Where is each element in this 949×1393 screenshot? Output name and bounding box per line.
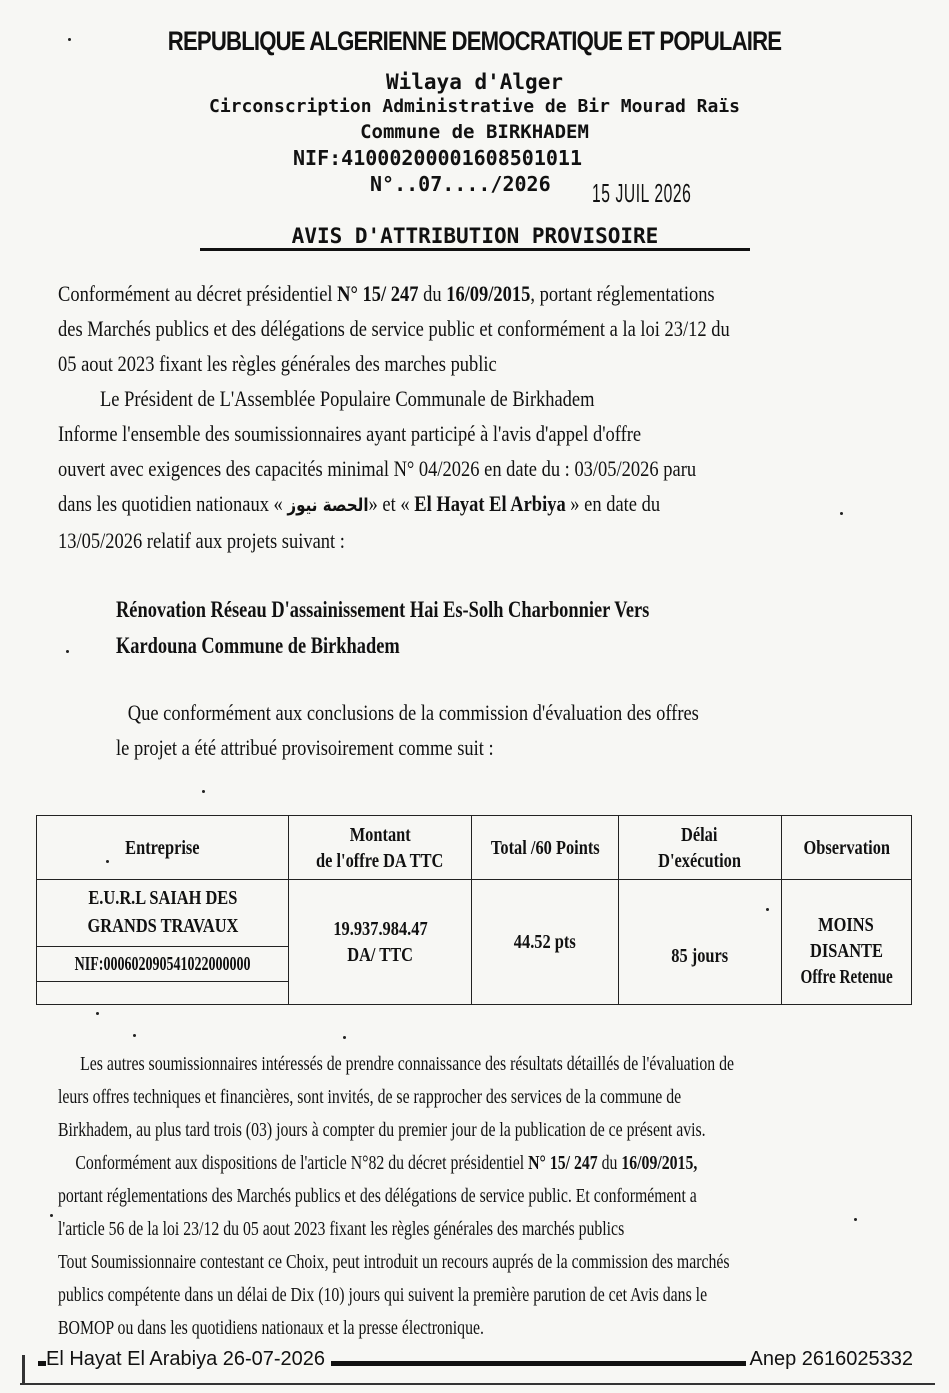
header-total: Total /60 Points xyxy=(472,816,618,880)
intro-line-4: Le Président de L'Assemblée Populaire Communale de Birkhadem xyxy=(100,386,595,411)
cell-entreprise xyxy=(37,880,289,1005)
cell-total: 44.52 pts xyxy=(472,880,618,1005)
decree-number-2: N° 15/ 247 xyxy=(528,1152,598,1174)
header-observation: Observation xyxy=(781,816,911,880)
scan-speck xyxy=(202,790,205,793)
publication-footer xyxy=(38,1348,913,1372)
republic-heading: REPUBLIQUE ALGERIENNE DEMOCRATIQUE ET POPULAIRE xyxy=(167,26,782,56)
intro-line-5: Informe l'ensemble des soumissionnaires ayant participé à l'avis d'appel d'offre xyxy=(58,421,642,446)
publication-source: El Hayat El Arabiya 26-07-2026 xyxy=(46,1348,331,1371)
closing-text: Conformément aux dispositions de l'article N°82 du décret présidentiel xyxy=(75,1152,529,1174)
header-entreprise: Entreprise xyxy=(37,816,289,880)
attribution-line-1: Que conformément aux conclusions de la commission d'évaluation des offres xyxy=(127,700,699,725)
closing-line-4 xyxy=(58,1147,734,1180)
scan-speck xyxy=(840,512,843,515)
intro-line-2: des Marchés publics et des délégations de service public et conformément a la loi 23/12 du xyxy=(58,316,730,341)
scan-speck xyxy=(66,650,69,653)
table-row xyxy=(37,880,912,1005)
table-header-row xyxy=(37,816,912,880)
intro-paragraph xyxy=(58,276,730,558)
closing-line-8: publics compétente dans un délai de Dix (10) jours qui suivent la première parution de cet Avis dans le xyxy=(58,1284,708,1306)
scan-speck xyxy=(766,908,769,911)
header-montant: Montant de l'offre DA TTC xyxy=(289,816,472,880)
closing-line-2: leurs offres techniques et financières, sont invités, de se rapprocher des services de la commune de xyxy=(58,1086,682,1108)
newspaper-name: El Hayat El Arbiya xyxy=(414,491,571,516)
company-name-line-1: E.U.R.L SAIAH DES xyxy=(88,887,238,909)
commune-line: Commune de BIRKHADEM xyxy=(360,121,589,143)
header-delai: Délai D'exécution xyxy=(618,816,781,880)
document-number: N°..07..../2026 xyxy=(370,172,551,196)
circonscription-line: Circonscription Administrative de Bir Mourad Raïs xyxy=(208,96,740,117)
project-line-1: Rénovation Réseau D'assainissement Hai Es-Solh Charbonnier Vers xyxy=(116,597,650,622)
closing-line-3: Birkhadem, au plus tard trois (03) jours à compter du premier jour de la publication de ce présent avis. xyxy=(58,1119,706,1141)
company-nif: NIF:000602090541022000000 xyxy=(74,953,251,975)
intro-line-1 xyxy=(58,276,730,311)
intro-text: du xyxy=(418,281,447,306)
closing-line-5: portant réglementations des Marchés publics et des délégations de service public. Et conformément a xyxy=(58,1185,697,1207)
scan-speck xyxy=(96,1012,99,1015)
scan-speck xyxy=(106,860,109,863)
intro-text: , portant réglementations xyxy=(530,281,715,306)
intro-line-6: ouvert avec exigences des capacités minimal N° 04/2026 en date du : 03/05/2026 paru xyxy=(58,456,697,481)
bottom-border xyxy=(20,1383,935,1385)
attribution-line-2: le projet a été attribué provisoirement comme suit : xyxy=(116,735,494,760)
intro-line-3: 05 aout 2023 fixant les règles générales des marches public xyxy=(58,351,497,376)
company-name-line-2: GRANDS TRAVAUX xyxy=(87,915,238,937)
closing-line-6: l'article 56 de la loi 23/12 du 05 aout 2023 fixant les règles générales des marchés publics xyxy=(58,1218,625,1240)
closing-line-9: BOMOP ou dans les quotidiens nationaux et la presse électronique. xyxy=(58,1317,484,1339)
decree-date-2: 16/09/2015, xyxy=(621,1152,698,1174)
project-title xyxy=(116,592,649,664)
scan-speck xyxy=(68,38,71,41)
closing-line-7: Tout Soumissionnaire contestant ce Choix, peut introduit un recours auprés de la commission des marchés xyxy=(58,1251,730,1273)
intro-text: Conformément au décret présidentiel xyxy=(58,281,338,306)
arabic-newspaper-name: الحصة نيوز xyxy=(287,495,369,516)
intro-text: » et « xyxy=(368,491,415,516)
decree-number: N° 15/ 247 xyxy=(337,281,419,306)
closing-paragraph xyxy=(58,1048,734,1345)
cell-observation: MOINS DISANTE Offre Retenue xyxy=(781,880,911,1005)
intro-line-8: 13/05/2026 relatif aux projets suivant : xyxy=(58,528,345,553)
intro-line-7 xyxy=(58,486,730,523)
document-title: AVIS D'ATTRIBUTION PROVISOIRE xyxy=(200,224,750,251)
closing-line-1: Les autres soumissionnaires intéressés de prendre connaissance des résultats détaillés de l'évaluation de xyxy=(80,1053,735,1075)
decree-date: 16/09/2015 xyxy=(446,281,531,306)
scan-speck xyxy=(854,1218,857,1221)
wilaya-line: Wilaya d'Alger xyxy=(385,70,563,94)
scan-speck xyxy=(343,1036,346,1039)
closing-text: du xyxy=(597,1152,622,1174)
date-stamp: 15 JUIL 2026 xyxy=(592,178,692,208)
scan-speck xyxy=(133,1034,136,1037)
project-line-2: Kardouna Commune de Birkhadem xyxy=(116,633,400,658)
cell-montant: 19.937.984.47 DA/ TTC xyxy=(289,880,472,1005)
results-table xyxy=(36,815,912,1005)
intro-text: dans les quotidien nationaux « xyxy=(58,491,288,516)
cell-delai: 85 jours xyxy=(618,880,781,1005)
intro-text: » en date du xyxy=(570,491,661,516)
attribution-paragraph xyxy=(116,695,699,765)
scan-speck xyxy=(50,1214,53,1217)
left-border xyxy=(22,1355,25,1383)
nif-line: NIF:41000200001608501011 xyxy=(293,146,582,170)
publication-reference: Anep 2616025332 xyxy=(746,1348,914,1371)
